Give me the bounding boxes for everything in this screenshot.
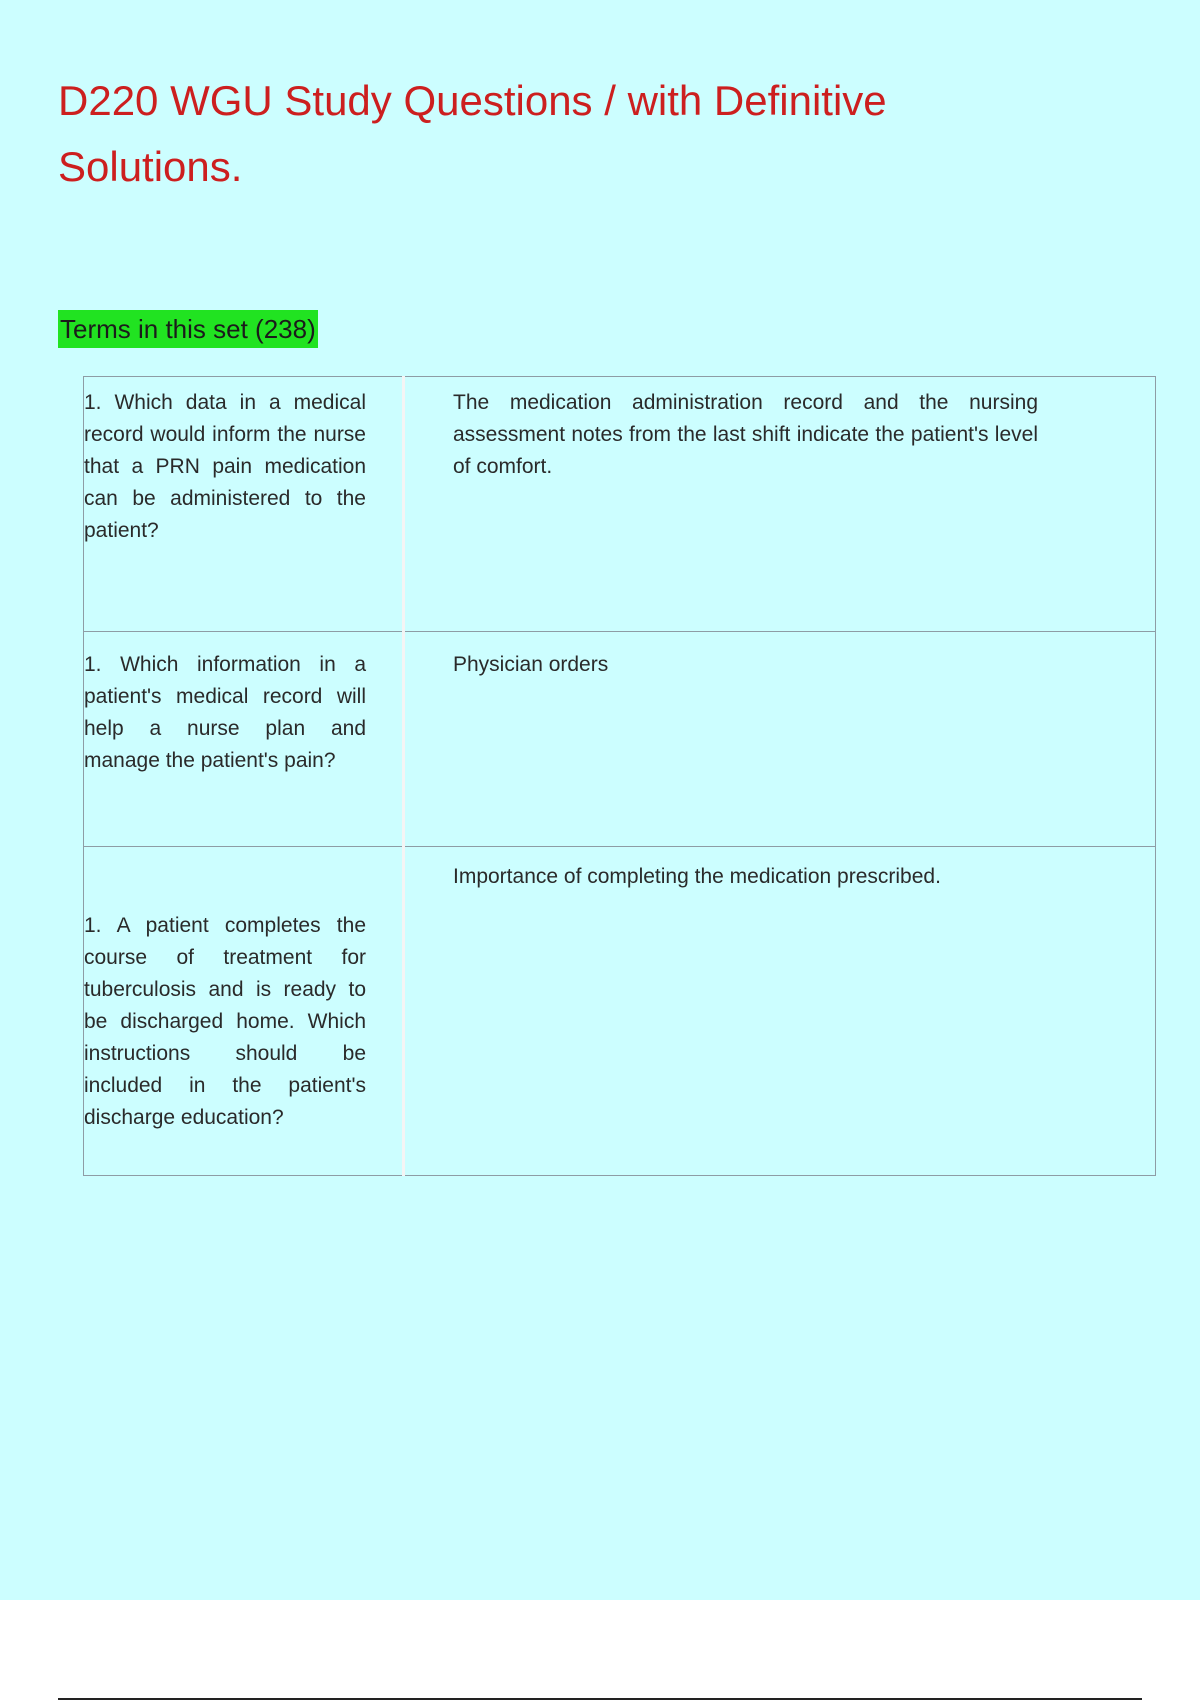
answer-text: Importance of completing the medication prescribed.: [453, 865, 941, 888]
question-text: 1. A patient completes the course of treatment for tuberculosis and is ready to be discharged home. Which instructions should be included in the patient's discharge education?: [84, 914, 366, 1129]
question-cell: [84, 377, 404, 632]
answer-cell: [404, 847, 1156, 1176]
question-cell: [84, 632, 404, 847]
question-cell: [84, 847, 404, 1176]
table-row: [84, 847, 1156, 1176]
answer-text: Physician orders: [453, 653, 609, 676]
flashcard-table: [83, 376, 1156, 1176]
table-row: [84, 377, 1156, 632]
answer-cell: [404, 377, 1156, 632]
question-text: 1. Which information in a patient's medical record will help a nurse plan and manage the patient's pain?: [84, 653, 366, 772]
answer-text: The medication administration record and the nursing assessment notes from the last shift indicate the patient's level of comfort.: [453, 391, 1038, 478]
answer-cell: [404, 632, 1156, 847]
question-text: 1. Which data in a medical record would inform the nurse that a PRN pain medication can be administered to the patient?: [84, 391, 366, 542]
document-title: D220 WGU Study Questions / with Definitive Solutions.: [58, 77, 887, 190]
table-row: [84, 632, 1156, 847]
terms-count-label: Terms in this set (238): [58, 310, 318, 348]
